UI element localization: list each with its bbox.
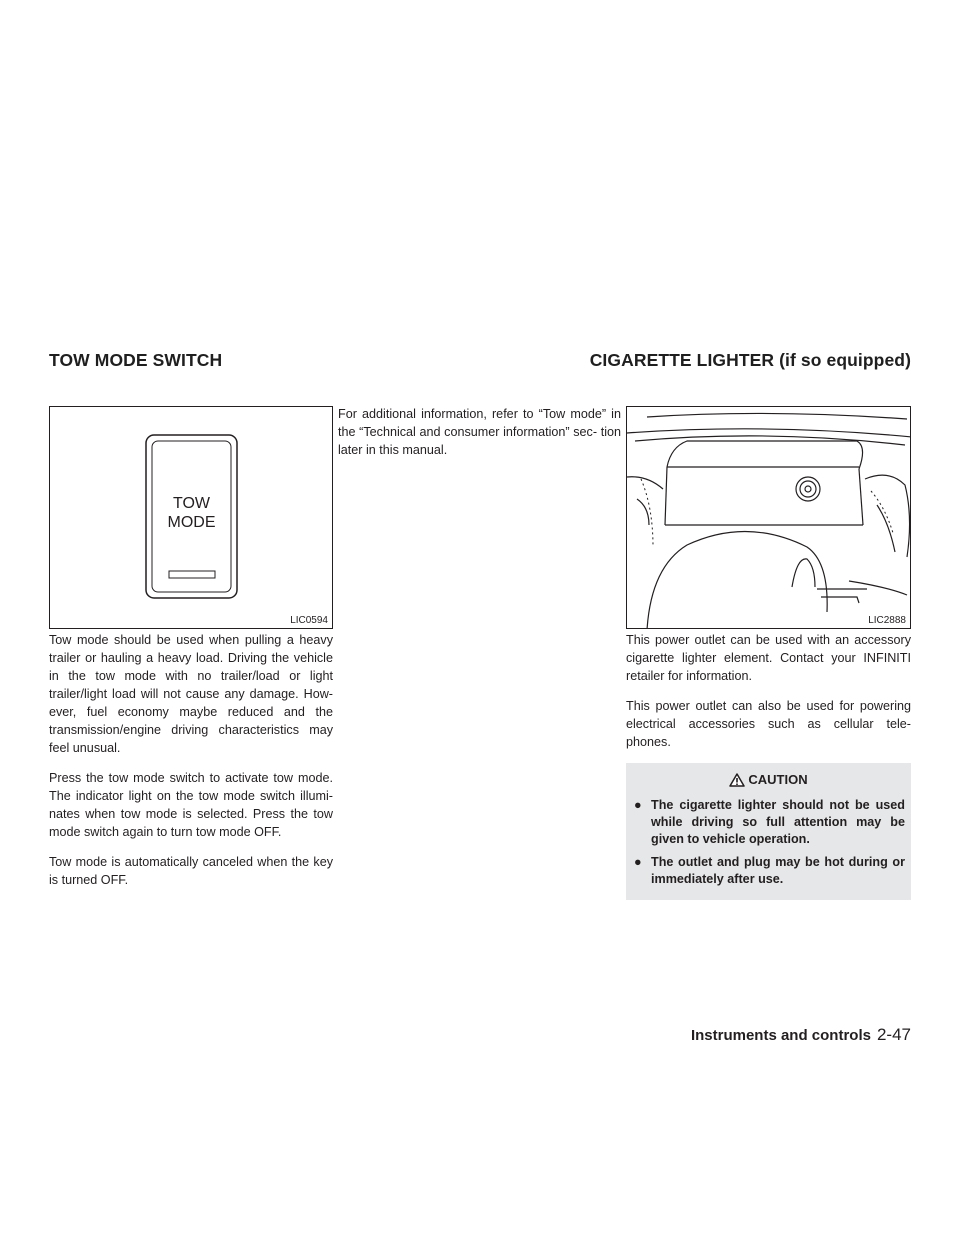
caution-title <box>626 771 911 789</box>
caution-item <box>634 797 905 848</box>
lighter-paragraph: This power outlet can be used with an accessory cigarette lighter element. Contact your INFINITI retailer for information. <box>626 633 911 683</box>
bullet-icon: ● <box>634 798 642 812</box>
footer-section-title: Instruments and controls <box>690 1027 871 1044</box>
caution-list <box>626 797 911 888</box>
caution-box <box>626 763 911 900</box>
page-footer <box>691 1025 911 1045</box>
tow-mode-text-column <box>49 631 333 901</box>
tow-mode-paragraph: Tow mode should be used when pulling a heavy trailer or hauling a heavy load. Driving the vehicle in the tow mode with no trailer/load or light trailer/light load will not cause any damage. How- ever, fuel economy maybe reduced and the transmission/engine driving characteristics may feel unusual. <box>49 633 333 755</box>
tow-label-line1: TOW <box>172 495 211 512</box>
tow-mode-reference-paragraph: For additional information, refer to “Tow mode” in the “Technical and consumer information” sec- tion later in this manual. <box>338 407 621 457</box>
section-heading-tow-mode: TOW MODE SWITCH <box>49 350 223 370</box>
tow-mode-paragraph: Press the tow mode switch to activate tow mode. The indicator light on the tow mode switch illumi- nates when tow mode is selected. Press the tow mode switch again to turn tow mode OFF. <box>49 771 333 839</box>
caution-item-text: The cigarette lighter should not be used while driving so full attention may be given to vehicle operation. <box>651 798 905 846</box>
caution-item <box>634 854 905 888</box>
section-heading-cigarette-lighter: CIGARETTE LIGHTER (if so equipped) <box>589 350 911 370</box>
figure-id: LIC0594 <box>290 615 328 626</box>
lighter-paragraph: This power outlet can also be used for powering electrical accessories such as cellular tele- phones. <box>626 699 911 749</box>
cigarette-lighter-illustration <box>627 407 911 629</box>
tow-mode-switch-figure <box>49 406 333 629</box>
page-number: 2-47 <box>876 1025 911 1044</box>
bullet-icon: ● <box>634 855 642 869</box>
cigarette-lighter-text-column <box>626 631 911 900</box>
warning-triangle-icon <box>729 773 745 787</box>
caution-title-text: CAUTION <box>748 772 808 787</box>
caution-item-text: The outlet and plug may be hot during or immediately after use. <box>651 855 905 886</box>
middle-text-column <box>338 405 621 471</box>
cigarette-lighter-figure <box>626 406 911 629</box>
tow-label-line2: MODE <box>167 514 216 531</box>
tow-mode-switch-illustration <box>50 407 333 629</box>
figure-id: LIC2888 <box>868 615 906 626</box>
tow-mode-paragraph: Tow mode is automatically canceled when the key is turned OFF. <box>49 855 333 887</box>
